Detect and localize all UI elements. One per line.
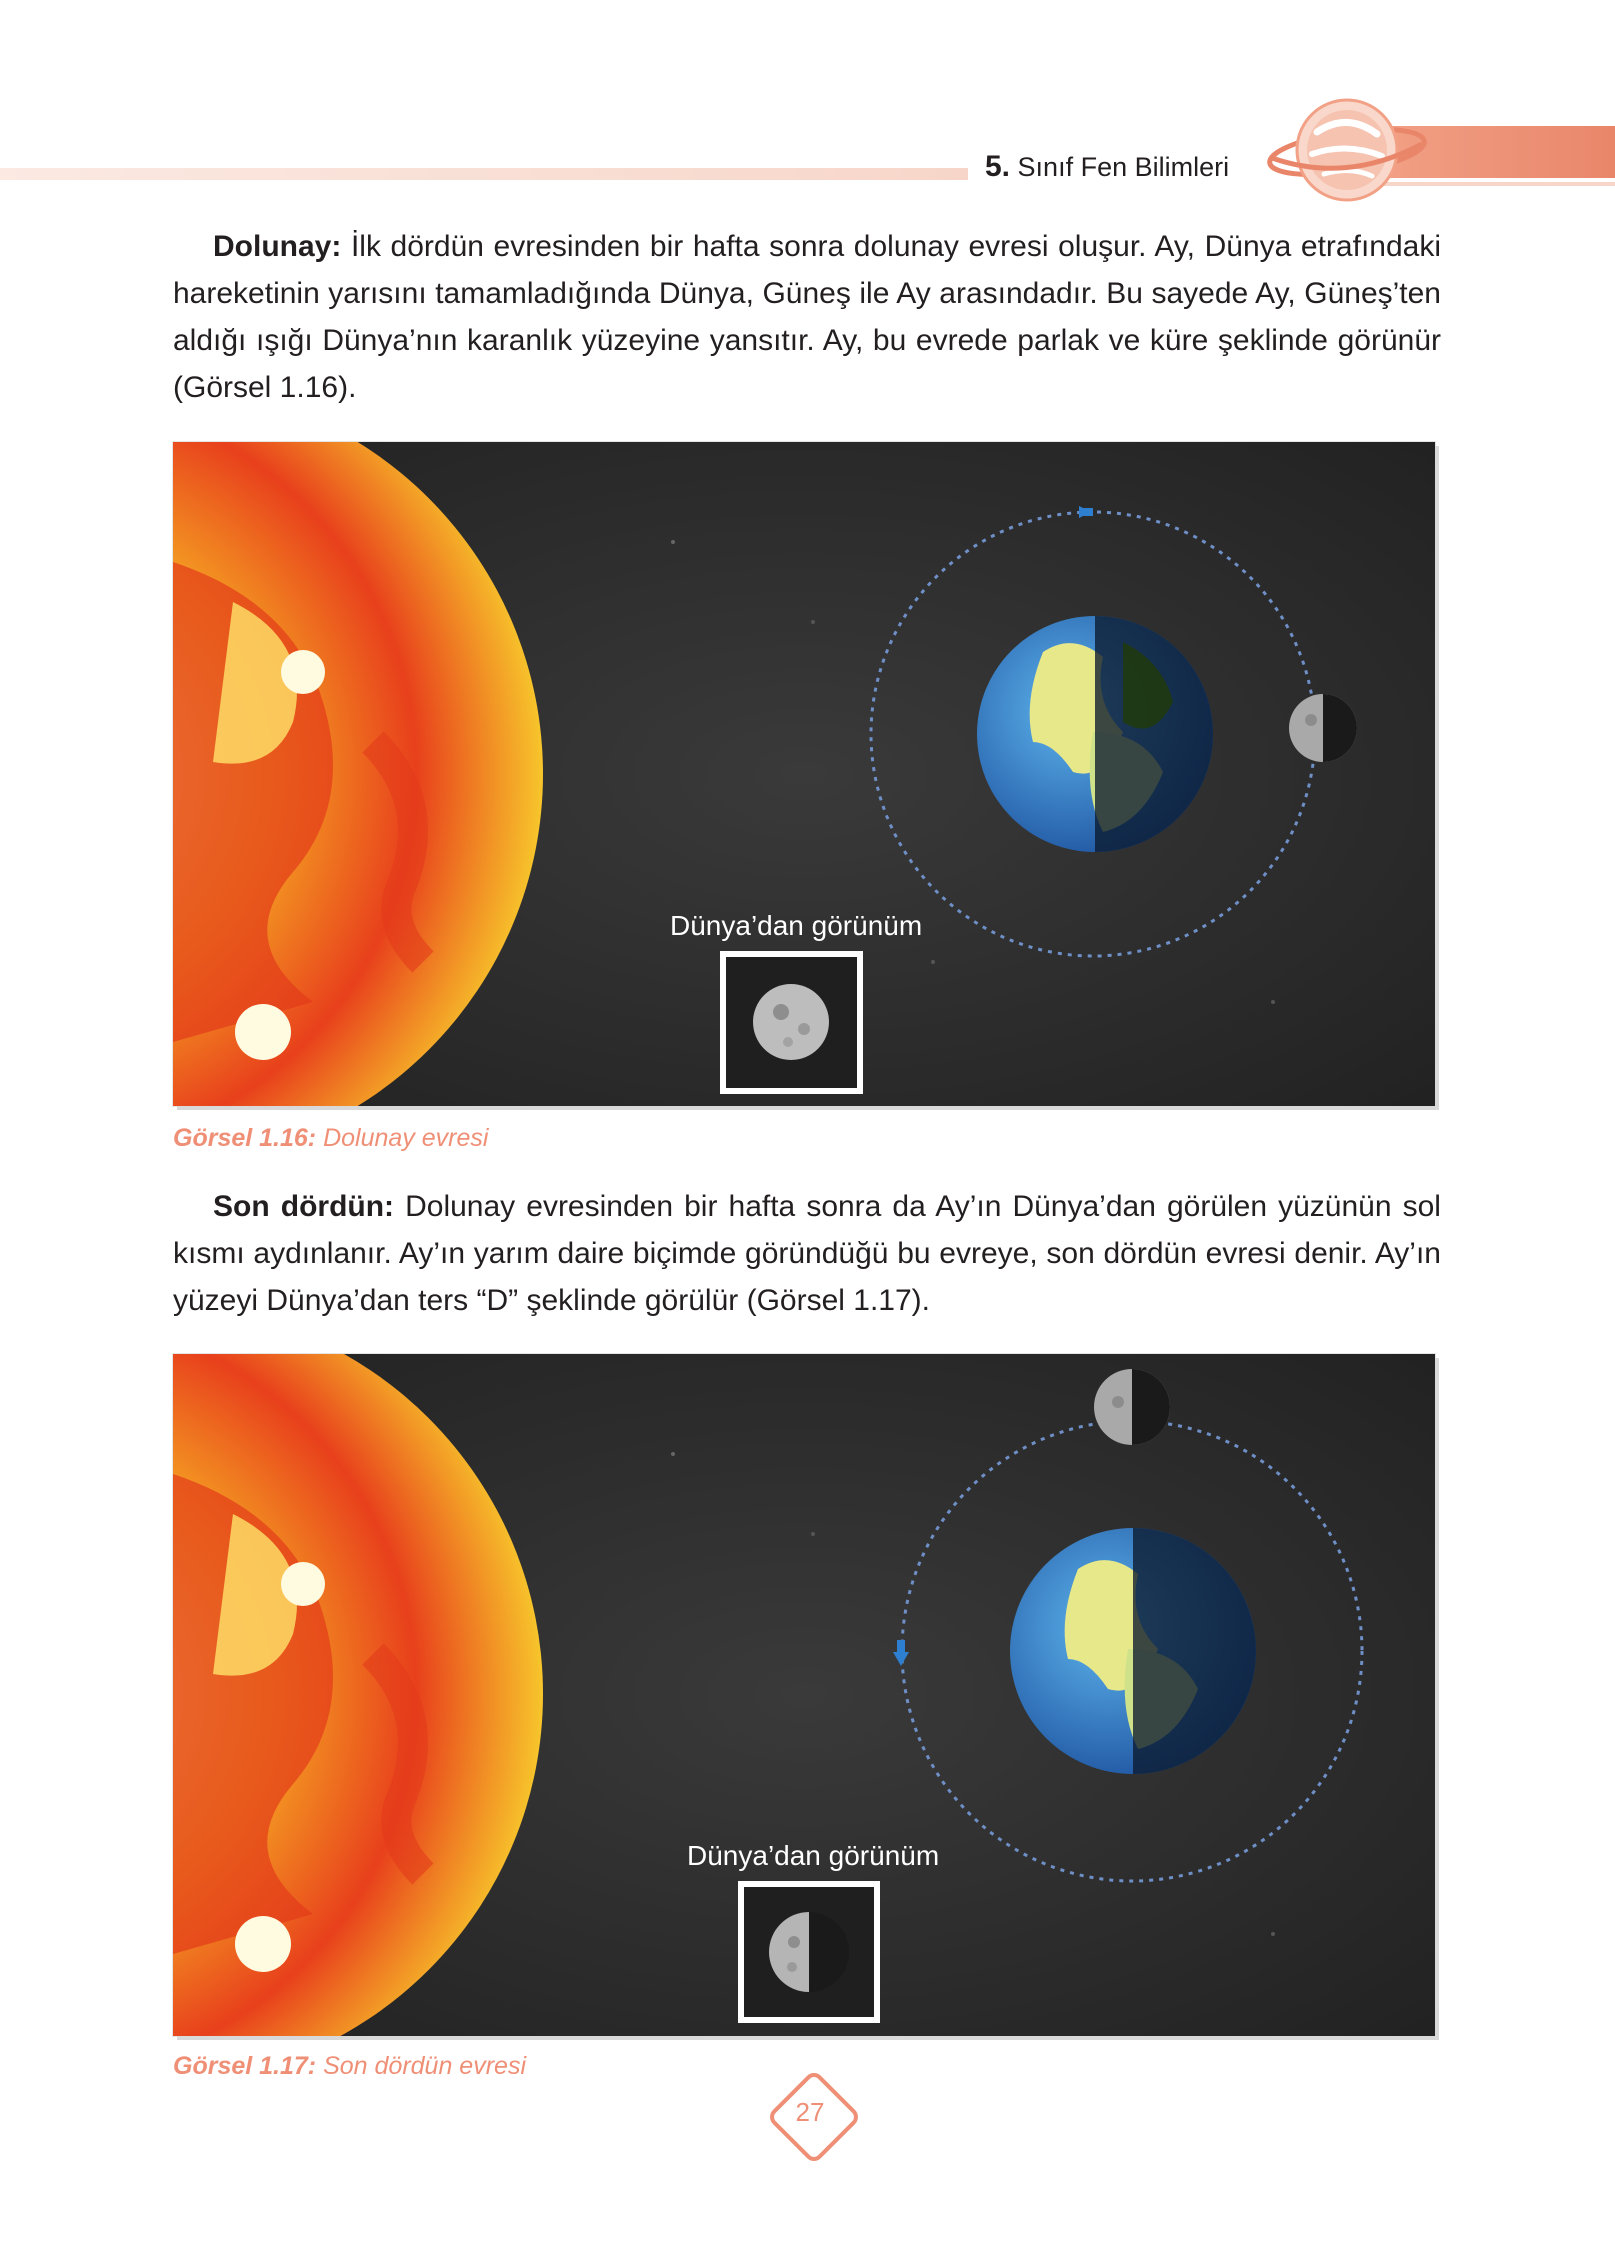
moon-icon xyxy=(744,1887,874,2017)
caption-figure-1-16 xyxy=(173,1124,488,1153)
figure-last-quarter xyxy=(173,1354,1435,2036)
caption-number: Görsel 1.16: xyxy=(173,1124,317,1152)
paragraph-text: İlk dördün evresinden bir hafta sonra dolunay evresi oluşur. Ay, Dünya etrafındaki hareketinin yarısını tamamladığında Dünya, Güneş ile Ay arasındadır. Bu sayede Ay, Güneş’ten aldığı ışığı Dünya’nın karanlık yüzeyine yansıtır. Ay, bu evrede parlak ve küre şeklinde görünür (Görsel 1.16). xyxy=(173,230,1441,404)
header-title xyxy=(985,150,1229,184)
figure-full-moon xyxy=(173,442,1435,1106)
page-number: 27 xyxy=(795,2097,825,2127)
view-from-earth-box xyxy=(738,1881,880,2023)
caption-text: Son dördün evresi xyxy=(323,2052,526,2080)
moon-icon xyxy=(726,957,857,1088)
earth-icon xyxy=(1010,1528,1256,1774)
paragraph-full-moon xyxy=(173,223,1441,411)
paragraph-text: Dolunay evresinden bir hafta sonra da Ay’ın Dünya’dan görülen yüzünün sol kısmı aydınlanır. Ay’ın yarım daire biçimde göründüğü bu evreye, son dördün evresi denir. Ay’ın yüzeyi Dünya’dan ters “D” şeklinde görülür (Görsel 1.17). xyxy=(173,1190,1441,1317)
moon-icon xyxy=(1094,1369,1170,1445)
header-grade-text: Sınıf Fen Bilimleri xyxy=(1017,152,1230,182)
caption-number: Görsel 1.17: xyxy=(173,2052,317,2080)
header-decor-line xyxy=(0,168,968,180)
moon-icon xyxy=(1289,694,1357,762)
paragraph-lead: Son dördün: xyxy=(213,1190,395,1223)
view-from-earth-label: Dünya’dan görünüm xyxy=(687,1840,940,1871)
page-number-badge xyxy=(760,2063,860,2163)
orbit-arrow-icon xyxy=(897,1640,905,1654)
view-from-earth-box xyxy=(720,951,863,1094)
caption-text: Dolunay evresi xyxy=(323,1124,489,1152)
caption-figure-1-17 xyxy=(173,2052,526,2081)
earth-icon xyxy=(977,616,1213,852)
planet-logo-icon xyxy=(1262,92,1432,212)
header-grade-number: 5. xyxy=(985,150,1011,183)
view-from-earth-label: Dünya’dan görünüm xyxy=(670,910,923,941)
paragraph-last-quarter xyxy=(173,1183,1441,1324)
paragraph-lead: Dolunay: xyxy=(213,230,342,263)
